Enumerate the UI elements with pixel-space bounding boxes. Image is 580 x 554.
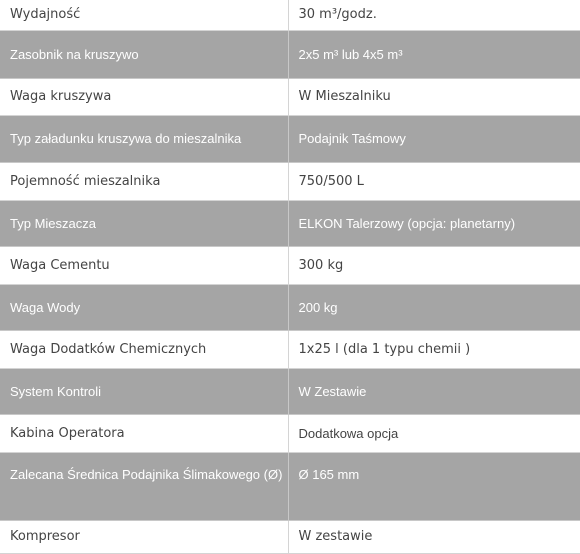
table-row xyxy=(0,78,580,115)
table-row xyxy=(0,368,580,414)
row-value-aggregate-loading-type: Podajnik Taśmowy xyxy=(288,115,580,162)
row-label-control-system: System Kontroli xyxy=(0,368,288,414)
row-label-water-scale: Waga Wody xyxy=(0,284,288,330)
row-label-aggregate-loading-type: Typ załadunku kruszywa do mieszalnika xyxy=(0,115,288,162)
row-label-aggregate-bin: Zasobnik na kruszywo xyxy=(0,30,288,78)
table-row xyxy=(0,284,580,330)
row-label-screw-conveyor-diameter: Zalecana Średnica Podajnika Ślimakowego (Ø) xyxy=(0,452,288,520)
row-value-mixer-type: ELKON Talerzowy (opcja: planetarny) xyxy=(288,200,580,246)
row-value-cement-scale: 300 kg xyxy=(288,246,580,284)
row-label-mixer-type: Typ Mieszacza xyxy=(0,200,288,246)
table-row xyxy=(0,162,580,200)
row-value-aggregate-bin: 2x5 m³ lub 4x5 m³ xyxy=(288,30,580,78)
row-value-compressor: W zestawie xyxy=(288,520,580,553)
row-value-admixture-scale: 1x25 l (dla 1 typu chemii ) xyxy=(288,330,580,368)
table-row xyxy=(0,115,580,162)
table-row xyxy=(0,330,580,368)
table-row xyxy=(0,200,580,246)
row-label-capacity: Wydajność xyxy=(0,0,288,30)
row-label-admixture-scale: Waga Dodatków Chemicznych xyxy=(0,330,288,368)
table-row xyxy=(0,30,580,78)
row-label-aggregate-scale: Waga kruszywa xyxy=(0,78,288,115)
table-row xyxy=(0,520,580,553)
row-value-mixer-capacity: 750/500 L xyxy=(288,162,580,200)
row-label-mixer-capacity: Pojemność mieszalnika xyxy=(0,162,288,200)
row-value-aggregate-scale: W Mieszalniku xyxy=(288,78,580,115)
row-value-control-system: W Zestawie xyxy=(288,368,580,414)
table-row xyxy=(0,452,580,520)
row-value-operator-cabin: Dodatkowa opcja xyxy=(288,414,580,452)
row-value-screw-conveyor-diameter: Ø 165 mm xyxy=(288,452,580,520)
row-label-operator-cabin: Kabina Operatora xyxy=(0,414,288,452)
table-row xyxy=(0,0,580,30)
row-label-compressor: Kompresor xyxy=(0,520,288,553)
row-value-capacity: 30 m³/godz. xyxy=(288,0,580,30)
table-row xyxy=(0,246,580,284)
row-label-cement-scale: Waga Cementu xyxy=(0,246,288,284)
row-value-water-scale: 200 kg xyxy=(288,284,580,330)
table-row xyxy=(0,414,580,452)
